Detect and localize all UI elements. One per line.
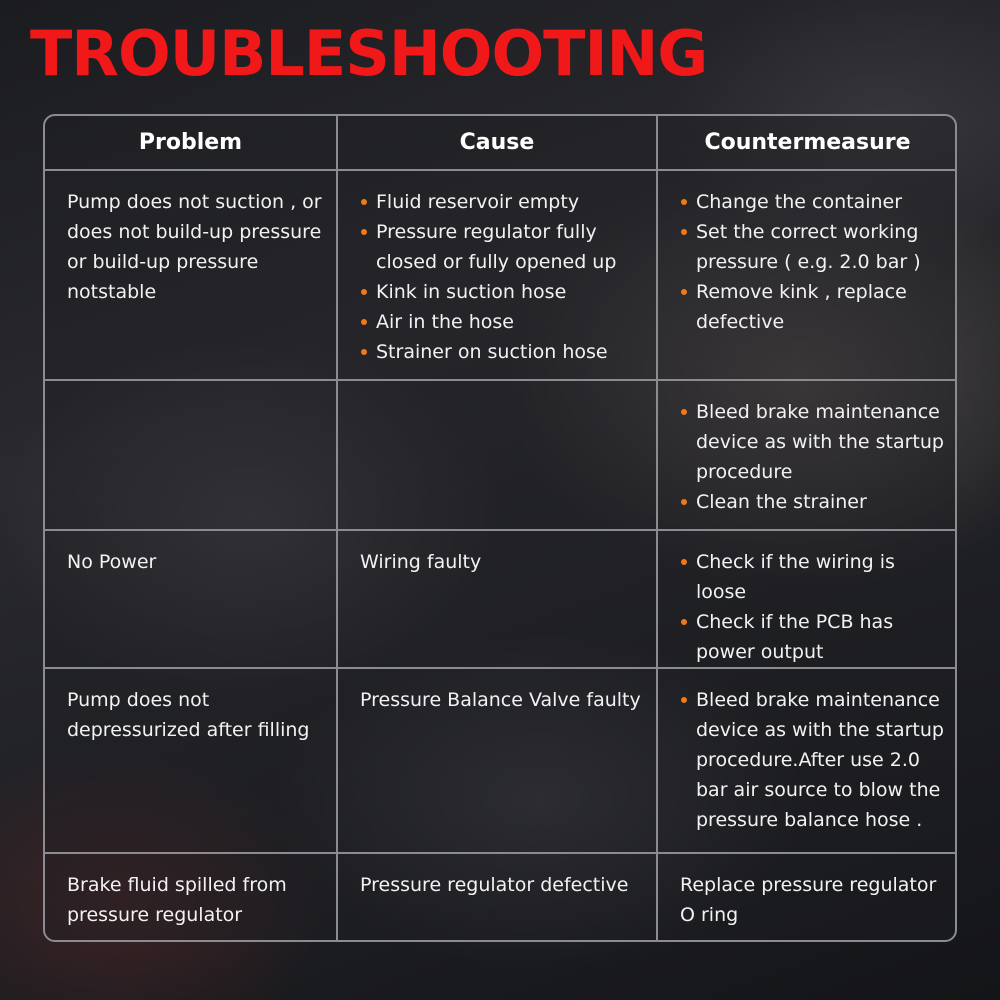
- troubleshooting-grid: [45, 116, 957, 940]
- cause-cell: Pressure regulator defective: [337, 853, 657, 940]
- table-row: [45, 380, 957, 530]
- cause-cell: [337, 380, 657, 530]
- problem-cell: Pump does not depressurized after filling: [45, 668, 337, 853]
- page-title: TROUBLESHOOTING: [30, 17, 708, 90]
- list-item: Kink in suction hose: [360, 277, 646, 307]
- troubleshooting-table: [43, 114, 957, 942]
- list-item: Set the correct working pressure ( e.g. 2.0 bar ): [680, 217, 947, 277]
- list-item: Change the container: [680, 187, 947, 217]
- countermeasure-list: [680, 685, 947, 835]
- header-countermeasure: Countermeasure: [657, 116, 957, 170]
- problem-cell: No Power: [45, 530, 337, 668]
- countermeasure-cell: [657, 380, 957, 530]
- list-item: Pressure regulator fully closed or fully opened up: [360, 217, 646, 277]
- list-item: Remove kink , replace defective: [680, 277, 947, 337]
- table-row: [45, 530, 957, 668]
- countermeasure-cell: [657, 530, 957, 668]
- list-item: Clean the strainer: [680, 487, 947, 517]
- list-item: Check if the wiring is loose: [680, 547, 947, 607]
- list-item: Strainer on suction hose: [360, 337, 646, 367]
- table-row: [45, 853, 957, 940]
- list-item: Bleed brake maintenance device as with the startup procedure: [680, 397, 947, 487]
- problem-cell: [45, 380, 337, 530]
- list-item: Bleed brake maintenance device as with the startup procedure.After use 2.0 bar air source to blow the pressure balance hose .: [680, 685, 947, 835]
- cause-list: [360, 187, 646, 367]
- countermeasure-cell: Replace pressure regulator O ring: [657, 853, 957, 940]
- header-cause: Cause: [337, 116, 657, 170]
- problem-cell: Brake fluid spilled from pressure regulator: [45, 853, 337, 940]
- countermeasure-list: [680, 547, 947, 667]
- countermeasure-cell: [657, 170, 957, 380]
- header-problem: Problem: [45, 116, 337, 170]
- table-header-row: [45, 116, 957, 170]
- countermeasure-list: [680, 397, 947, 517]
- list-item: Check if the PCB has power output: [680, 607, 947, 667]
- list-item: Fluid reservoir empty: [360, 187, 646, 217]
- problem-cell: Pump does not suction , or does not build-up pressure or build-up pressure notstable: [45, 170, 337, 380]
- table-row: [45, 668, 957, 853]
- countermeasure-list: [680, 187, 947, 337]
- cause-cell: [337, 170, 657, 380]
- countermeasure-cell: [657, 668, 957, 853]
- cause-cell: Wiring faulty: [337, 530, 657, 668]
- list-item: Air in the hose: [360, 307, 646, 337]
- cause-cell: Pressure Balance Valve faulty: [337, 668, 657, 853]
- table-row: [45, 170, 957, 380]
